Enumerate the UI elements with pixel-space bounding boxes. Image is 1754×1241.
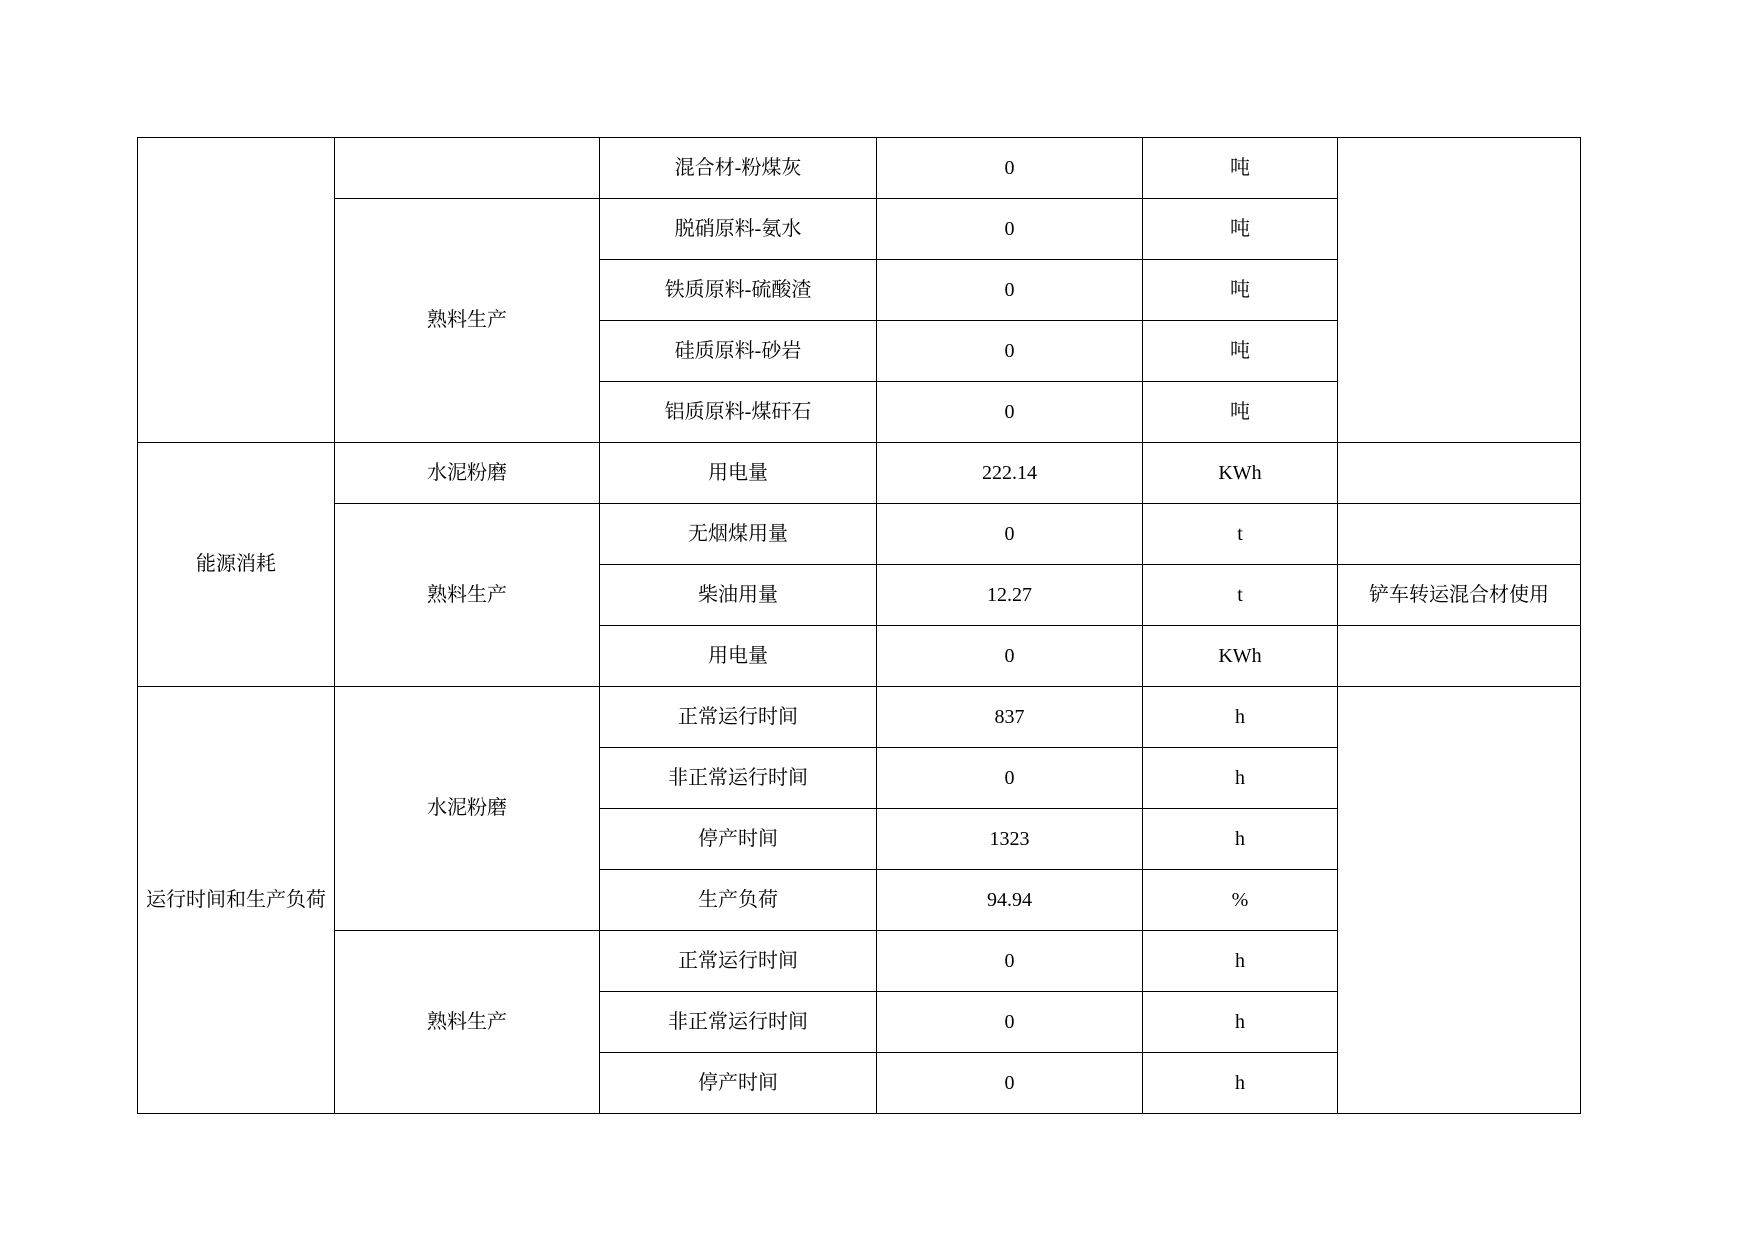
cell-value: 0 [877, 748, 1143, 809]
cell-stage-cement-grinding-2: 水泥粉磨 [335, 687, 600, 931]
cell-unit: h [1143, 931, 1338, 992]
table-row [138, 687, 1581, 748]
cell-value: 0 [877, 260, 1143, 321]
cell-item: 铝质原料-煤矸石 [600, 382, 877, 443]
cell-item: 铁质原料-硫酸渣 [600, 260, 877, 321]
production-data-table [137, 137, 1581, 1114]
cell-item: 生产负荷 [600, 870, 877, 931]
cell-unit: 吨 [1143, 260, 1338, 321]
cell-item: 停产时间 [600, 809, 877, 870]
cell-stage-clinker-1: 熟料生产 [335, 199, 600, 443]
cell-item: 柴油用量 [600, 565, 877, 626]
cell-unit: h [1143, 748, 1338, 809]
cell-unit: h [1143, 809, 1338, 870]
cell-value: 1323 [877, 809, 1143, 870]
cell-item: 非正常运行时间 [600, 992, 877, 1053]
table-row [138, 504, 1581, 565]
cell-note-blank [1338, 626, 1581, 687]
cell-item: 正常运行时间 [600, 931, 877, 992]
cell-note-blank [1338, 443, 1581, 504]
cell-value: 0 [877, 992, 1143, 1053]
cell-value: 0 [877, 382, 1143, 443]
cell-value: 222.14 [877, 443, 1143, 504]
cell-unit: % [1143, 870, 1338, 931]
cell-value: 12.27 [877, 565, 1143, 626]
cell-group-energy: 能源消耗 [138, 443, 335, 687]
cell-item: 停产时间 [600, 1053, 877, 1114]
cell-item: 混合材-粉煤灰 [600, 138, 877, 199]
cell-stage-blank-top [335, 138, 600, 199]
cell-unit: t [1143, 565, 1338, 626]
cell-item: 正常运行时间 [600, 687, 877, 748]
cell-value: 0 [877, 138, 1143, 199]
cell-value: 0 [877, 199, 1143, 260]
cell-unit: t [1143, 504, 1338, 565]
table-row [138, 443, 1581, 504]
cell-note-diesel: 铲车转运混合材使用 [1338, 565, 1581, 626]
cell-value: 837 [877, 687, 1143, 748]
cell-group-blank-top [138, 138, 335, 443]
cell-unit: KWh [1143, 626, 1338, 687]
cell-value: 0 [877, 504, 1143, 565]
cell-item: 用电量 [600, 443, 877, 504]
cell-item: 无烟煤用量 [600, 504, 877, 565]
cell-item: 非正常运行时间 [600, 748, 877, 809]
cell-note-blank [1338, 504, 1581, 565]
cell-unit: KWh [1143, 443, 1338, 504]
cell-unit: h [1143, 687, 1338, 748]
cell-unit: h [1143, 1053, 1338, 1114]
cell-item: 脱硝原料-氨水 [600, 199, 877, 260]
cell-value: 0 [877, 321, 1143, 382]
cell-unit: h [1143, 992, 1338, 1053]
cell-value: 0 [877, 1053, 1143, 1114]
cell-stage-cement-grinding-1: 水泥粉磨 [335, 443, 600, 504]
cell-item: 用电量 [600, 626, 877, 687]
cell-unit: 吨 [1143, 138, 1338, 199]
cell-value: 0 [877, 931, 1143, 992]
cell-value: 0 [877, 626, 1143, 687]
cell-value: 94.94 [877, 870, 1143, 931]
cell-note-blank-bottom [1338, 687, 1581, 1114]
table-row [138, 138, 1581, 199]
data-table-container [137, 137, 1580, 1114]
cell-stage-clinker-3: 熟料生产 [335, 931, 600, 1114]
cell-unit: 吨 [1143, 199, 1338, 260]
cell-unit: 吨 [1143, 321, 1338, 382]
cell-unit: 吨 [1143, 382, 1338, 443]
cell-item: 硅质原料-砂岩 [600, 321, 877, 382]
cell-group-runtime: 运行时间和生产负荷 [138, 687, 335, 1114]
cell-note-blank-top [1338, 138, 1581, 443]
cell-stage-clinker-2: 熟料生产 [335, 504, 600, 687]
